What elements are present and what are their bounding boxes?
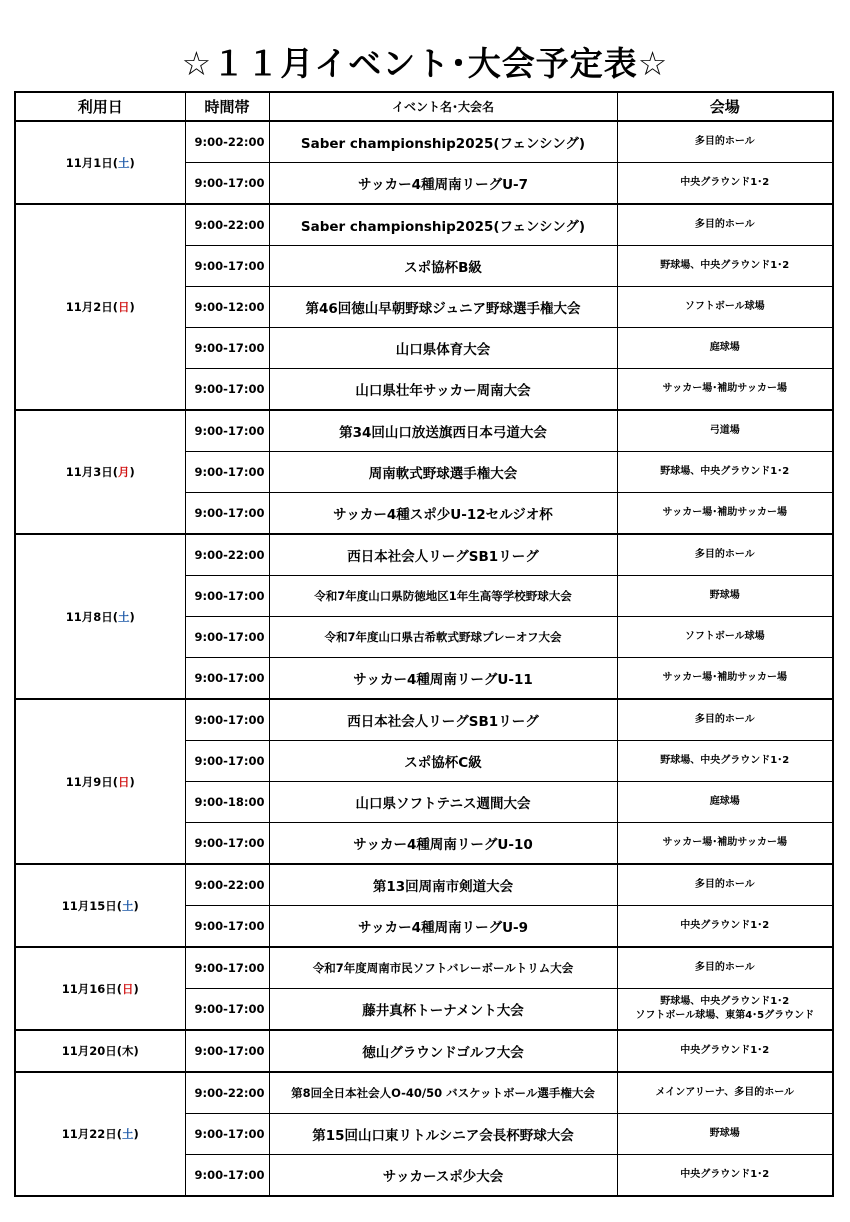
time-cell: 9:00-17:00 [185,163,269,205]
event-cell: 西日本社会人リーグSB1リーグ [269,534,617,576]
date-close-paren: ) [129,774,135,789]
date-cell [15,534,185,699]
page-title: ☆１１月イベント･大会予定表☆ [181,44,669,83]
venue-text: サッカー場･補助サッカー場 [662,836,788,848]
event-cell: 山口県壮年サッカー周南大会 [269,369,617,411]
venue-text: 多目的ホール [694,961,755,973]
venue-cell [617,617,833,658]
event-cell: 山口県体育大会 [269,328,617,369]
date-text: 11月15日( [61,898,122,913]
time-cell: 9:00-17:00 [185,906,269,948]
date-cell [15,699,185,864]
table-row [15,699,833,741]
event-cell: 周南軟式野球選手権大会 [269,452,617,493]
venue-cell [617,1155,833,1197]
day-of-week: 土 [118,155,130,170]
date-close-paren: ) [133,1044,139,1058]
time-cell: 9:00-17:00 [185,617,269,658]
venue-cell [617,947,833,989]
day-of-week: 月 [118,465,130,479]
time-cell: 9:00-17:00 [185,452,269,493]
header-event: イベント名･大会名 [269,92,617,121]
venue-cell [617,1072,833,1114]
table-row [15,864,833,906]
day-of-week: 木 [122,1044,134,1058]
time-cell: 9:00-17:00 [185,947,269,989]
time-cell: 9:00-17:00 [185,1114,269,1155]
venue-cell [617,287,833,328]
venue-text: ソフトボール球場 [684,300,765,312]
day-group [15,1072,833,1196]
table-row [15,534,833,576]
table-row [15,410,833,452]
venue-cell [617,410,833,452]
time-cell: 9:00-17:00 [185,699,269,741]
event-cell: Saber championship2025(フェンシング) [269,204,617,246]
venue-cell [617,121,833,163]
venue-text: 野球場、中央グラウンド1･2 [660,465,790,477]
event-cell: サッカースポ少大会 [269,1155,617,1197]
venue-cell [617,534,833,576]
venue-text: 庭球場 [709,341,740,353]
date-text: 11月16日( [61,981,122,996]
date-close-paren: ) [129,155,135,170]
time-cell: 9:00-17:00 [185,410,269,452]
date-close-paren: ) [129,609,135,624]
date-cell [15,121,185,204]
venue-cell [617,328,833,369]
table-row [15,1072,833,1114]
venue-cell [617,576,833,617]
venue-cell [617,699,833,741]
event-cell: 第15回山口東リトルシニア会長杯野球大会 [269,1114,617,1155]
day-of-week: 土 [122,1127,134,1141]
event-cell: 第13回周南市剣道大会 [269,864,617,906]
event-cell: サッカー4種スポ少U-12セルジオ杯 [269,493,617,535]
date-cell [15,947,185,1030]
day-of-week: 日 [122,981,134,996]
venue-text: 中央グラウンド1･2 [680,1044,770,1056]
day-group [15,534,833,699]
venue-cell [617,493,833,535]
date-cell [15,410,185,534]
date-cell [15,1030,185,1072]
event-cell: 令和7年度山口県古希軟式野球プレーオフ大会 [269,617,617,658]
time-cell: 9:00-17:00 [185,246,269,287]
venue-cell [617,163,833,205]
time-cell: 9:00-12:00 [185,287,269,328]
date-close-paren: ) [133,981,139,996]
event-cell: 藤井真杯トーナメント大会 [269,989,617,1031]
time-cell: 9:00-22:00 [185,534,269,576]
day-group [15,1030,833,1072]
date-close-paren: ) [129,465,135,479]
venue-text: 野球場、中央グラウンド1･2 [660,259,790,271]
date-text: 11月2日( [65,300,118,314]
venue-text: 中央グラウンド1･2 [680,1168,770,1180]
venue-cell [617,452,833,493]
venue-cell [617,204,833,246]
venue-cell [617,823,833,865]
venue-text: 野球場 [709,1127,740,1139]
day-of-week: 日 [118,774,130,789]
event-cell: 山口県ソフトテニス週間大会 [269,782,617,823]
event-cell: サッカー4種周南リーグU-11 [269,658,617,700]
event-cell: スポ協杯C級 [269,741,617,782]
venue-cell [617,1114,833,1155]
date-close-paren: ) [129,300,135,314]
event-cell: サッカー4種周南リーグU-10 [269,823,617,865]
venue-text: 多目的ホール [694,548,755,560]
date-text: 11月20日( [61,1044,122,1058]
time-cell: 9:00-17:00 [185,576,269,617]
day-of-week: 土 [118,609,130,624]
time-cell: 9:00-17:00 [185,328,269,369]
date-close-paren: ) [133,898,139,913]
venue-cell [617,989,833,1031]
day-group [15,410,833,534]
event-cell: 令和7年度周南市民ソフトバレーボールトリム大会 [269,947,617,989]
venue-cell [617,741,833,782]
time-cell: 9:00-17:00 [185,823,269,865]
day-of-week: 土 [122,898,134,913]
table-row [15,121,833,163]
time-cell: 9:00-22:00 [185,204,269,246]
venue-text: 野球場 [709,589,740,601]
event-cell: Saber championship2025(フェンシング) [269,121,617,163]
time-cell: 9:00-22:00 [185,1072,269,1114]
venue-cell [617,369,833,411]
event-cell: 第34回山口放送旗西日本弓道大会 [269,410,617,452]
venue-text: 庭球場 [709,795,740,807]
day-group [15,947,833,1030]
event-cell: 第46回徳山早朝野球ジュニア野球選手権大会 [269,287,617,328]
day-group [15,204,833,410]
date-cell [15,864,185,947]
venue-text: サッカー場･補助サッカー場 [662,506,788,518]
event-cell: サッカー4種周南リーグU-7 [269,163,617,205]
event-cell: 第8回全日本社会人O-40/50 バスケットボール選手権大会 [269,1072,617,1114]
day-group [15,121,833,204]
venue-text-2: ソフトボール球場、東第4･5グラウンド [635,1010,815,1021]
venue-text: サッカー場･補助サッカー場 [662,671,788,683]
header-date: 利用日 [15,92,185,121]
venue-text: 中央グラウンド1･2 [680,919,770,931]
header-time: 時間帯 [185,92,269,121]
time-cell: 9:00-17:00 [185,1155,269,1197]
venue-text: 弓道場 [709,424,740,436]
venue-cell [617,906,833,948]
venue-cell [617,782,833,823]
venue-text: 野球場、中央グラウンド1･2 [660,754,790,766]
date-text: 11月3日( [65,465,118,479]
venue-text: ソフトボール球場 [684,630,765,642]
event-cell: 徳山グラウンドゴルフ大会 [269,1030,617,1072]
header-row [15,92,833,121]
table-row [15,204,833,246]
schedule-table [14,91,834,1197]
time-cell: 9:00-17:00 [185,369,269,411]
venue-cell [617,658,833,700]
venue-text: 野球場、中央グラウンド1･2 [660,995,790,1007]
time-cell: 9:00-18:00 [185,782,269,823]
time-cell: 9:00-17:00 [185,493,269,535]
venue-text: サッカー場･補助サッカー場 [662,382,788,394]
event-cell: 西日本社会人リーグSB1リーグ [269,699,617,741]
time-cell: 9:00-17:00 [185,658,269,700]
day-of-week: 日 [118,300,130,314]
venue-cell [617,864,833,906]
date-text: 11月22日( [61,1127,122,1141]
table-row [15,1030,833,1072]
date-text: 11月9日( [65,774,118,789]
event-cell: サッカー4種周南リーグU-9 [269,906,617,948]
venue-cell [617,1030,833,1072]
time-cell: 9:00-17:00 [185,741,269,782]
day-group [15,699,833,864]
event-cell: スポ協杯B級 [269,246,617,287]
date-cell [15,1072,185,1196]
venue-text: 多目的ホール [694,713,755,725]
table-row [15,947,833,989]
day-group [15,864,833,947]
venue-text: 多目的ホール [694,218,755,230]
venue-text: 多目的ホール [694,878,755,890]
venue-text: メインアリーナ、多目的ホール [655,1086,794,1098]
time-cell: 9:00-17:00 [185,1030,269,1072]
time-cell: 9:00-22:00 [185,864,269,906]
event-cell: 令和7年度山口県防徳地区1年生高等学校野球大会 [269,576,617,617]
time-cell: 9:00-17:00 [185,989,269,1031]
date-cell [15,204,185,410]
venue-text: 中央グラウンド1･2 [680,176,770,188]
date-text: 11月1日( [65,155,118,170]
time-cell: 9:00-22:00 [185,121,269,163]
date-text: 11月8日( [65,609,118,624]
date-close-paren: ) [133,1127,139,1141]
venue-text: 多目的ホール [694,135,755,147]
venue-cell [617,246,833,287]
header-venue: 会場 [617,92,833,121]
